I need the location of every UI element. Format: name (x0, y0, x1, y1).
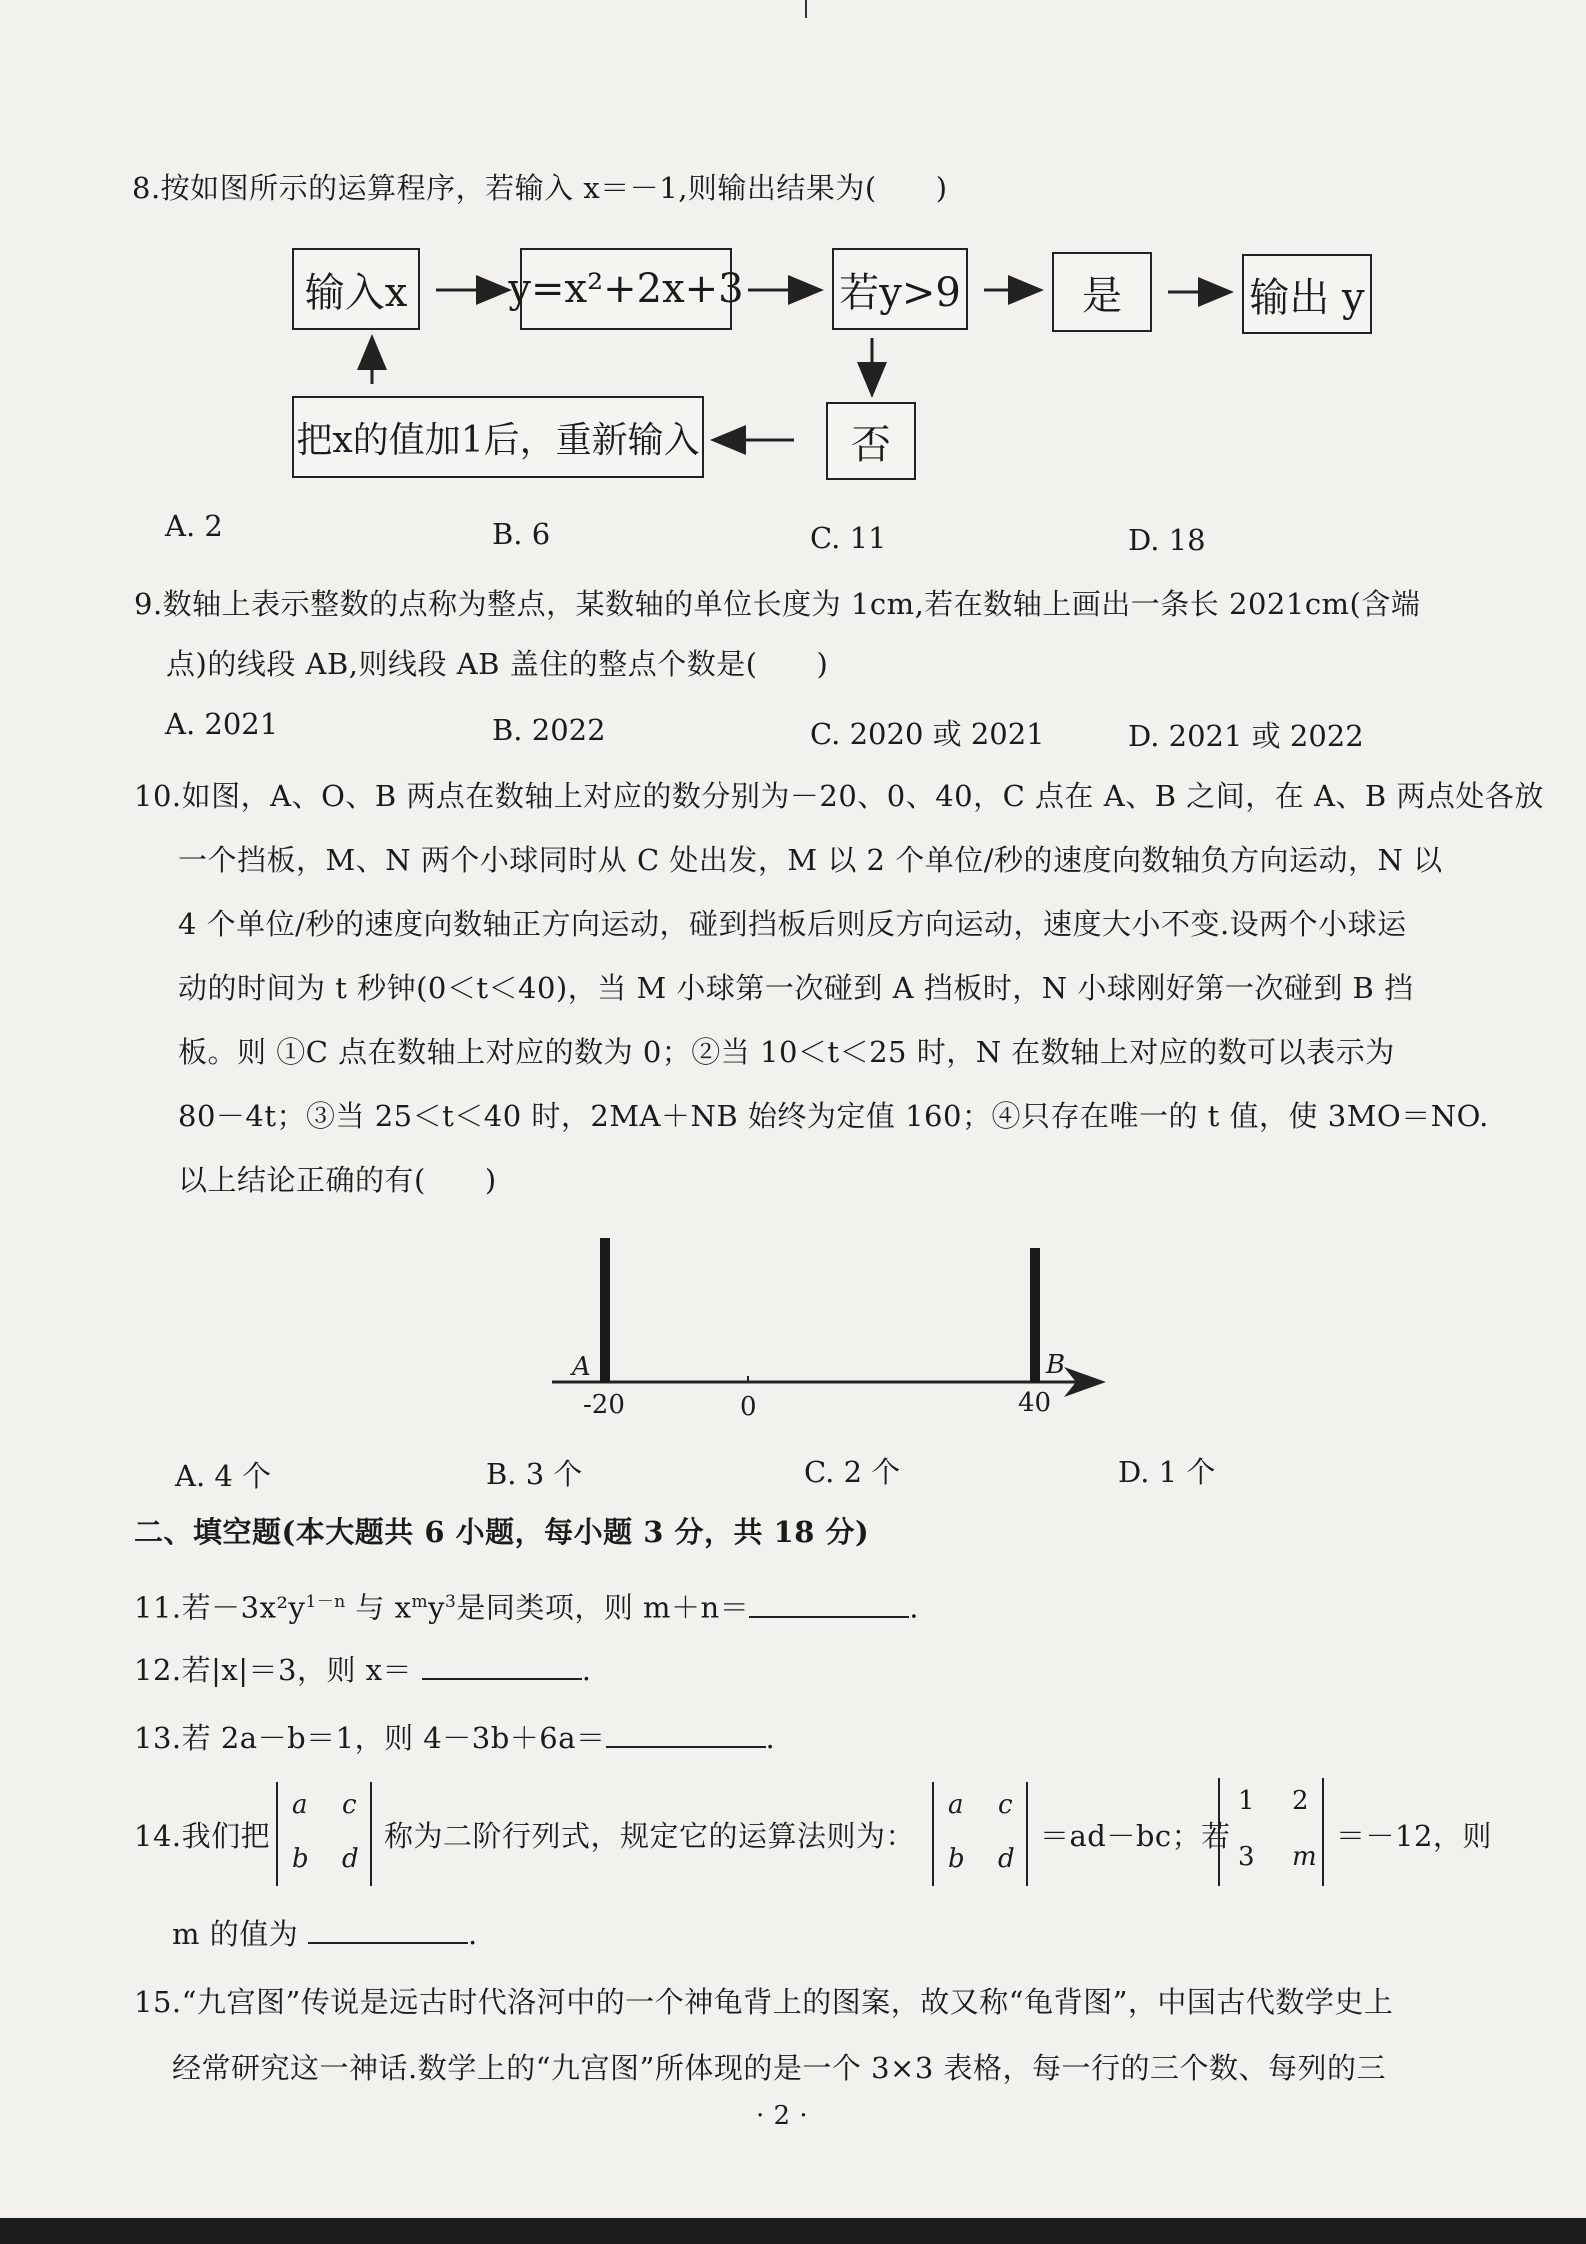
q13-answer-blank[interactable] (606, 1718, 766, 1748)
axis-tick-label-0: 0 (740, 1392, 757, 1422)
q10-option-c[interactable]: C. 2 个 (804, 1455, 901, 1489)
scan-bottom-edge (0, 2218, 1586, 2244)
q10-line5: 板。则 ①C 点在数轴上对应的数为 0；②当 10＜t＜25 时，N 在数轴上对应的数可以表示为 (178, 1035, 1395, 1069)
q14-line2-text: m 的值为 (172, 1917, 299, 1951)
q14-determinant-1 (276, 1782, 372, 1886)
det3-1: 1 (1238, 1786, 1255, 1816)
q10-option-d[interactable]: D. 1 个 (1118, 1455, 1216, 1489)
q10-line6: 80－4t；③当 25＜t＜40 时，2MA＋NB 始终为定值 160；④只存在唯一的 t 值，使 3MO＝NO. (178, 1099, 1489, 1133)
q8-option-c[interactable]: C. 11 (810, 521, 887, 555)
q9-line2: 点)的线段 AB,则线段 AB 盖住的整点个数是( ) (166, 647, 829, 681)
q13-end: . (765, 1721, 776, 1755)
axis-label-a: A (572, 1352, 591, 1382)
q10-line4: 动的时间为 t 秒钟(0＜t＜40)，当 M 小球第一次碰到 A 挡板时，N 小球刚好第一次碰到 B 挡 (178, 971, 1414, 1005)
flow-arrows (0, 0, 1586, 600)
q10-line7: 以上结论正确的有( ) (178, 1163, 497, 1197)
q10-option-b[interactable]: B. 3 个 (486, 1457, 583, 1491)
axis-label-b: B (1046, 1350, 1066, 1380)
q15-line2: 经常研究这一神话.数学上的“九宫图”所体现的是一个 3×3 表格，每一行的三个数、每列的三 (172, 2051, 1387, 2085)
q12-answer-blank[interactable] (422, 1650, 582, 1680)
det3-m: m (1292, 1842, 1317, 1872)
q10-line2: 一个挡板，M、N 两个小球同时从 C 处出发，M 以 2 个单位/秒的速度向数轴负方向运动，N 以 (178, 843, 1443, 877)
q11-suffix: 是同类项，则 m＋n＝ (456, 1590, 750, 1625)
q9-line1: 9.数轴上表示整数的点称为整点，某数轴的单位长度为 1cm,若在数轴上画出一条长 2021cm(含端 (134, 587, 1421, 621)
q11-line (134, 1582, 919, 1628)
det1-d: d (342, 1844, 359, 1874)
q8-option-a[interactable]: A. 2 (165, 509, 223, 543)
q14-prefix: 14.我们把 (134, 1819, 271, 1853)
q14-mid: 称为二阶行列式，规定它的运算法则为： (384, 1819, 916, 1853)
q14-rule: ＝ad－bc；若 (1040, 1819, 1231, 1853)
det3-3: 3 (1238, 1842, 1255, 1872)
flow-output-box: 输出 y (1242, 254, 1372, 334)
q11-prefix: 11.若－3x²y (134, 1590, 306, 1625)
q11-answer-blank[interactable] (749, 1588, 909, 1618)
q11-exp1: 1－n (305, 1592, 346, 1612)
q14-end: . (467, 1917, 478, 1951)
q8-stem: 8.按如图所示的运算程序，若输入 x＝－1,则输出结果为( ) (132, 171, 948, 205)
q11-exp2: m (411, 1592, 429, 1612)
q13-line (134, 1718, 775, 1758)
det2-c: c (998, 1790, 1013, 1820)
q11-exp3: 3 (445, 1592, 457, 1612)
q15-line1: 15.“九宫图”传说是远古时代洛河中的一个神龟背上的图案，故又称“龟背图”，中国古代数学史上 (134, 1985, 1394, 2019)
q14-line2 (172, 1914, 478, 1954)
flow-condition-box: 若y>9 (832, 248, 968, 330)
q12-end: . (581, 1653, 592, 1687)
det2-d: d (998, 1844, 1015, 1874)
det3-2: 2 (1292, 1786, 1309, 1816)
det1-b: b (292, 1844, 309, 1874)
det1-c: c (342, 1790, 357, 1820)
q14-tail: ＝－12，则 (1336, 1819, 1492, 1853)
q11-mid2: y (428, 1590, 446, 1625)
q10-line1: 10.如图，A、O、B 两点在数轴上对应的数分别为－20、0、40，C 点在 A、B 之间，在 A、B 两点处各放 (134, 779, 1544, 813)
q12-line (134, 1650, 591, 1690)
axis-tick-label-minus20: -20 (583, 1390, 625, 1420)
flow-no-box: 否 (826, 402, 916, 480)
q8-option-d[interactable]: D. 18 (1128, 523, 1206, 557)
q10-option-a[interactable]: A. 4 个 (175, 1459, 272, 1493)
q9-option-c[interactable]: C. 2020 或 2021 (810, 717, 1045, 751)
q11-mid: 与 x (345, 1590, 412, 1625)
page-number: · 2 · (756, 2101, 809, 2131)
baffle-b (1030, 1248, 1040, 1382)
flow-loop-box: 把x的值加1后，重新输入 (292, 396, 704, 478)
det2-b: b (948, 1844, 965, 1874)
flow-input-box: 输入x (292, 248, 420, 330)
flow-formula-box: y=x²+2x+3 (520, 248, 732, 330)
q12-prefix: 12.若|x|＝3，则 x＝ (134, 1653, 413, 1687)
q11-end: . (909, 1590, 919, 1625)
q9-option-b[interactable]: B. 2022 (492, 713, 606, 747)
det1-a: a (292, 1790, 308, 1820)
q9-option-d[interactable]: D. 2021 或 2022 (1128, 719, 1364, 753)
section2-title: 二、填空题(本大题共 6 小题，每小题 3 分，共 18 分) (134, 1515, 870, 1549)
q14-determinant-2 (932, 1782, 1028, 1886)
baffle-a (600, 1238, 610, 1382)
q14-answer-blank[interactable] (308, 1914, 468, 1944)
q13-prefix: 13.若 2a－b＝1，则 4－3b＋6a＝ (134, 1721, 606, 1755)
number-line-svg (0, 1220, 1586, 1440)
q9-option-a[interactable]: A. 2021 (165, 707, 279, 741)
q8-option-b[interactable]: B. 6 (492, 517, 551, 551)
axis-tick-label-40: 40 (1018, 1388, 1052, 1418)
det2-a: a (948, 1790, 964, 1820)
q14-determinant-3 (1218, 1778, 1324, 1886)
q10-line3: 4 个单位/秒的速度向数轴正方向运动，碰到挡板后则反方向运动，速度大小不变.设两个小球运 (178, 907, 1407, 941)
flow-yes-box: 是 (1052, 252, 1152, 332)
